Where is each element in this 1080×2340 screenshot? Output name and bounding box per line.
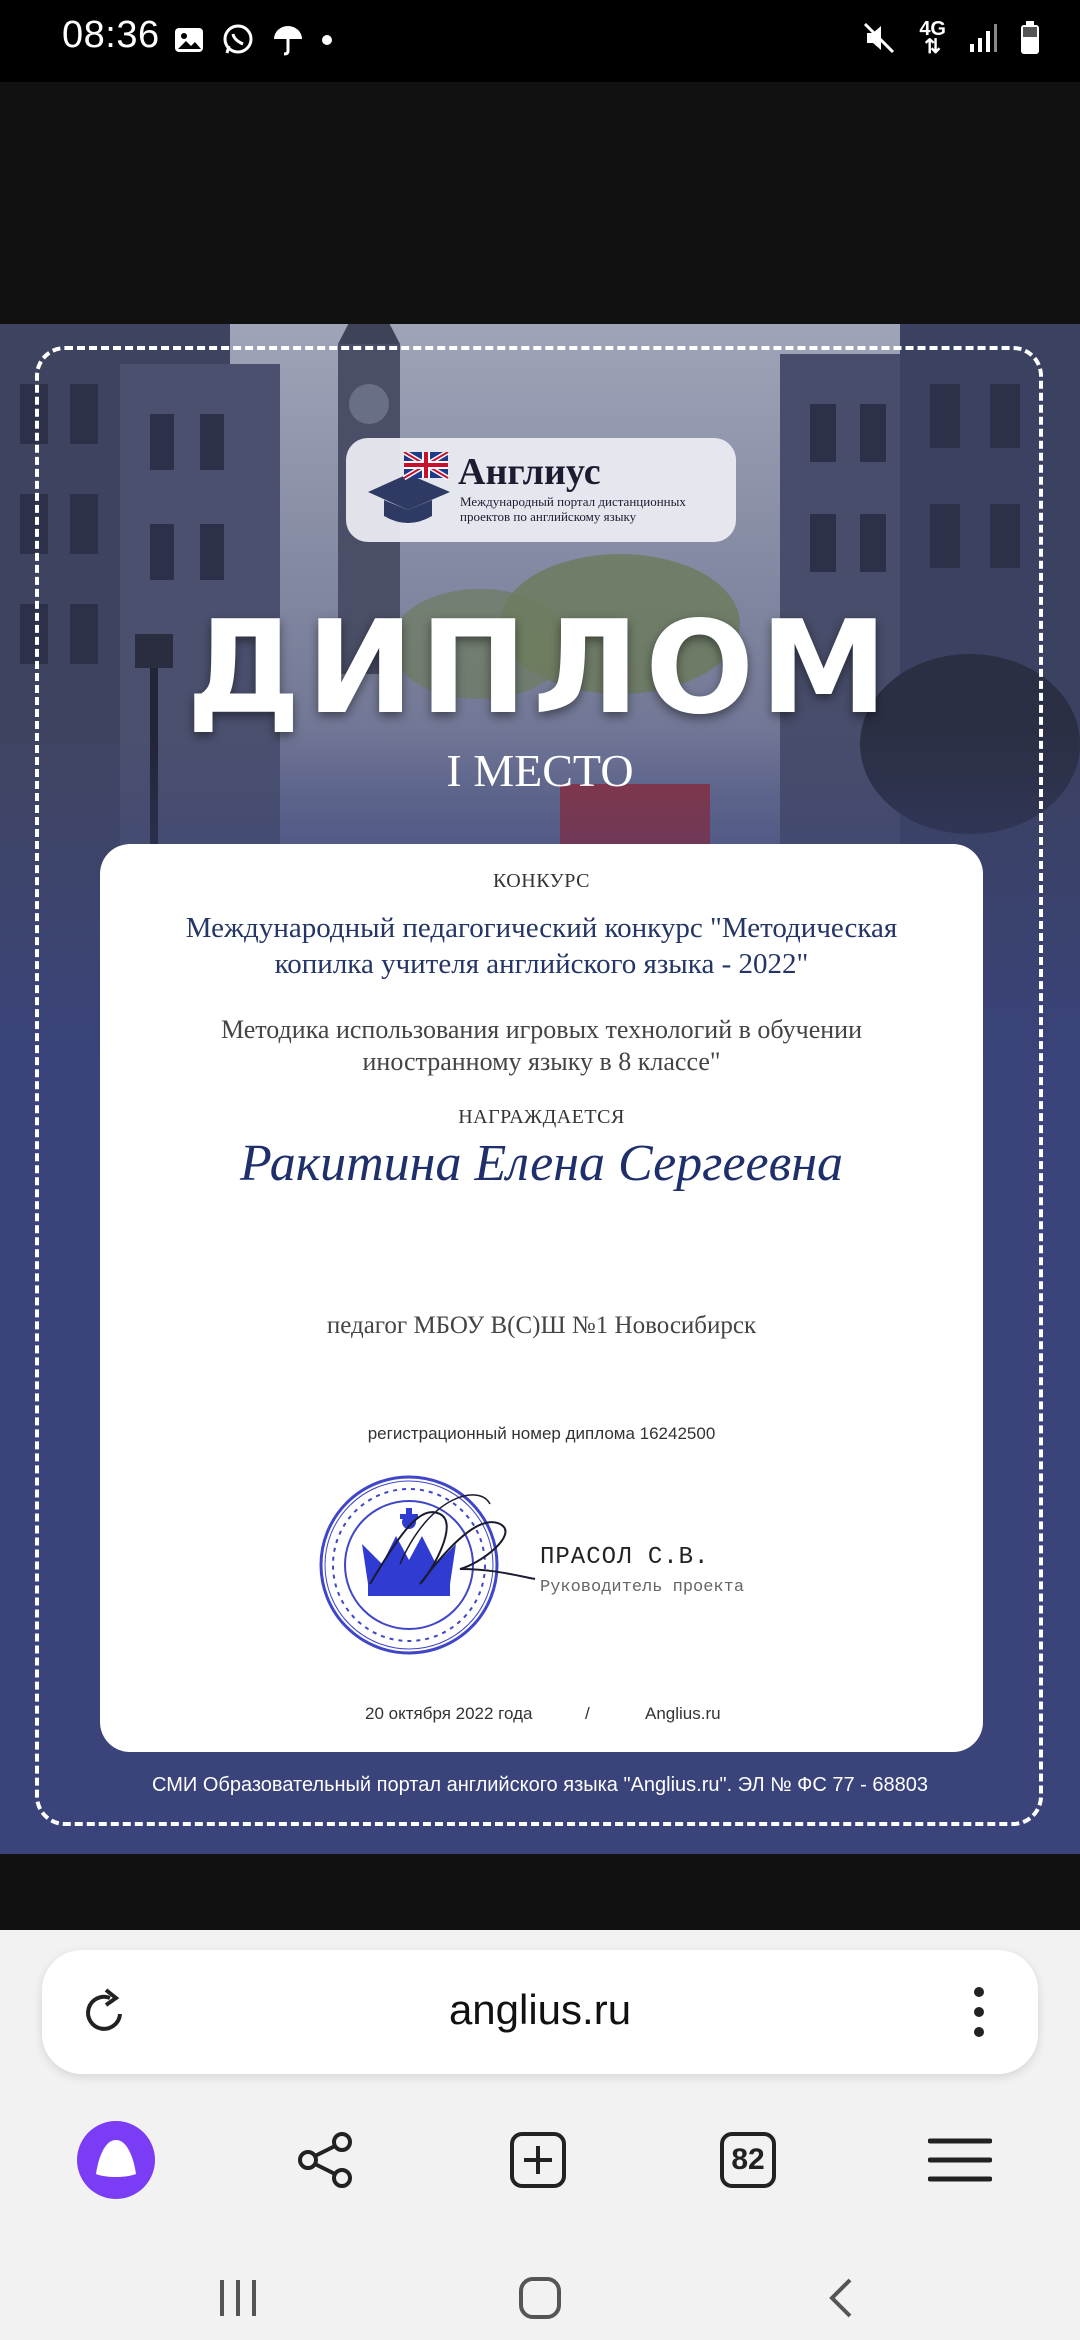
add-tab-icon xyxy=(508,2130,568,2190)
back-icon[interactable] xyxy=(826,2276,856,2320)
alice-icon xyxy=(76,2120,156,2200)
network-icon: 4G ⇅ xyxy=(919,18,946,58)
logo-subtitle: Международный портал дистанционных проектов по английскому языку xyxy=(460,494,686,524)
network-label: 4G xyxy=(919,18,946,40)
status-time: 08:36 xyxy=(62,14,160,56)
mute-icon xyxy=(861,20,897,56)
recipient-position: педагог МБОУ В(С)Ш №1 Новосибирск xyxy=(326,1312,757,1339)
recipient-name: Ракитина Елена Сергеевна xyxy=(239,1135,843,1192)
diploma-site: Anglius.ru xyxy=(645,1704,721,1723)
contest-topic: Методика использования игровых технологий в обучении иностранному языку в 8 классе" xyxy=(220,1015,863,1076)
date-separator: / xyxy=(585,1704,590,1723)
tabs-button[interactable] xyxy=(698,2110,798,2210)
diploma-title: ДИПЛОМ xyxy=(186,594,894,743)
signal-icon xyxy=(968,22,998,54)
graduation-cap-icon xyxy=(364,452,454,530)
signature xyxy=(360,1474,540,1624)
diploma-place: I МЕСТО xyxy=(446,745,634,796)
diploma-date: 20 октября 2022 года xyxy=(365,1704,533,1723)
diploma-image xyxy=(0,324,1080,1854)
gallery-icon xyxy=(172,23,206,57)
diploma-footer: СМИ Образовательный портал английского языка "Anglius.ru". ЭЛ № ФС 77 - 68803 xyxy=(152,1774,928,1796)
diploma-card xyxy=(100,844,983,1752)
hamburger-menu-icon xyxy=(928,2135,992,2185)
share-button[interactable] xyxy=(276,2110,376,2210)
anglius-logo xyxy=(346,438,736,542)
status-bar xyxy=(0,0,1080,82)
new-tab-button[interactable] xyxy=(488,2110,588,2210)
recent-apps-icon[interactable] xyxy=(216,2278,260,2318)
registration-number: регистрационный номер диплома 16242500 xyxy=(367,1424,716,1443)
address-bar[interactable] xyxy=(42,1950,1038,2074)
alice-assistant-button[interactable] xyxy=(66,2110,166,2210)
dot-icon xyxy=(320,33,334,47)
battery-icon xyxy=(1020,21,1040,55)
signer-name: ПРАСОЛ С.В. xyxy=(540,1544,710,1571)
document-viewer[interactable] xyxy=(0,82,1080,1930)
umbrella-icon xyxy=(270,22,306,58)
contest-label: КОНКУРС xyxy=(492,870,591,892)
whatsapp-icon xyxy=(220,22,256,58)
awarded-label: НАГРАЖДАЕТСЯ xyxy=(458,1106,625,1128)
signer-role: Руководитель проекта xyxy=(540,1578,745,1597)
contest-name: Международный педагогический конкурс "Методическая копилка учителя английского языка - 2022" xyxy=(185,912,898,980)
menu-button[interactable] xyxy=(910,2110,1010,2210)
browser-bottom-bar xyxy=(0,1930,1080,2340)
logo-name: Англиус xyxy=(458,451,601,493)
tabs-count: 82 xyxy=(731,2143,765,2176)
share-icon xyxy=(296,2130,356,2190)
browser-toolbar xyxy=(0,2110,1080,2230)
system-navigation-bar xyxy=(0,2250,1080,2340)
home-icon[interactable] xyxy=(518,2276,562,2320)
url-text[interactable]: anglius.ru xyxy=(448,1986,632,2033)
more-options-icon[interactable] xyxy=(972,1986,986,2038)
